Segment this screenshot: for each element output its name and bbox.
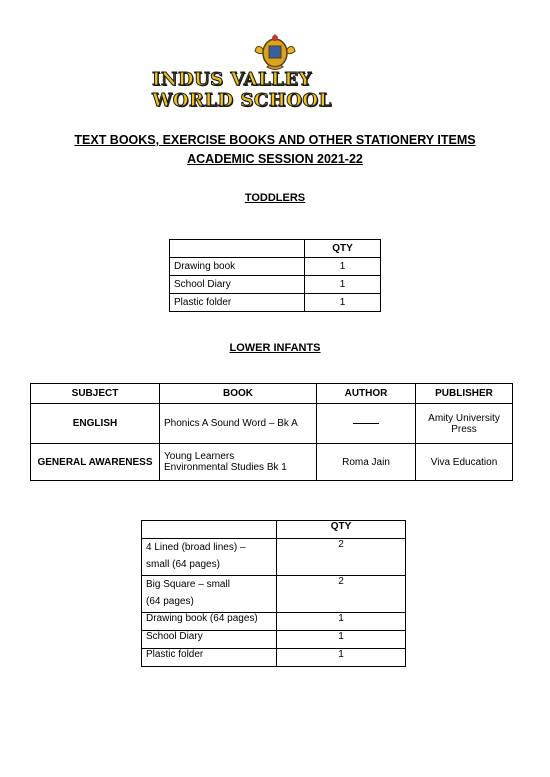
table-header-row [170,240,381,258]
qty-cell: 2 [277,539,406,576]
qty-cell: 2 [277,576,406,613]
item-cell: School Diary [142,631,277,649]
author-cell [317,404,416,444]
empty-header-cell [170,240,305,258]
document-title: TEXT BOOKS, EXERCISE BOOKS AND OTHER STATIONERY ITEMS [74,133,476,147]
school-name: INDUS VALLEY WORLD SCHOOL [152,69,332,111]
subject-cell: ENGLISH [31,404,160,444]
item-cell: Plastic folder [170,294,305,312]
author-cell: Roma Jain [317,444,416,481]
book-header: BOOK [160,384,317,404]
qty-cell: 1 [277,649,406,667]
publisher-cell: Amity University Press [416,404,513,444]
academic-session: ACADEMIC SESSION 2021-22 [187,152,363,166]
book-title-line: Young Learners [164,451,235,462]
publisher-cell: Viva Education [416,444,513,481]
item-cell: School Diary [170,276,305,294]
table-row [31,404,513,444]
table-row [142,576,406,613]
table-row [170,258,381,276]
table-row [142,539,406,576]
qty-header: QTY [277,521,406,539]
stationery-table [141,520,406,667]
book-title-line: Environmental Studies Bk 1 [164,462,287,473]
subject-cell: GENERAL AWARENESS [31,444,160,481]
qty-cell: 1 [305,294,381,312]
qty-cell: 1 [277,613,406,631]
item-line: 4 Lined (broad lines) – [146,542,246,553]
item-line: small (64 pages) [146,559,220,570]
dash-placeholder [353,423,379,424]
item-line: Big Square – small [146,579,230,590]
qty-cell: 1 [277,631,406,649]
table-row [170,294,381,312]
table-row [142,613,406,631]
toddlers-table [169,239,381,312]
table-row [142,631,406,649]
qty-cell: 1 [305,276,381,294]
empty-header-cell [142,521,277,539]
table-row [142,649,406,667]
item-cell: Drawing book [170,258,305,276]
table-row [31,444,513,481]
books-table [30,383,513,481]
table-row [170,276,381,294]
item-line: (64 pages) [146,596,194,607]
school-crest-icon [253,33,297,73]
publisher-header: PUBLISHER [416,384,513,404]
table-header-row [31,384,513,404]
subject-header: SUBJECT [31,384,160,404]
book-cell [160,444,317,481]
lower-infants-heading: LOWER INFANTS [229,342,321,354]
item-cell: Plastic folder [142,649,277,667]
book-cell: Phonics A Sound Word – Bk A [160,404,317,444]
qty-cell: 1 [305,258,381,276]
item-cell [142,576,277,613]
table-header-row [142,521,406,539]
item-cell [142,539,277,576]
qty-header: QTY [305,240,381,258]
item-cell: Drawing book (64 pages) [142,613,277,631]
author-header: AUTHOR [317,384,416,404]
toddlers-heading: TODDLERS [244,192,306,204]
